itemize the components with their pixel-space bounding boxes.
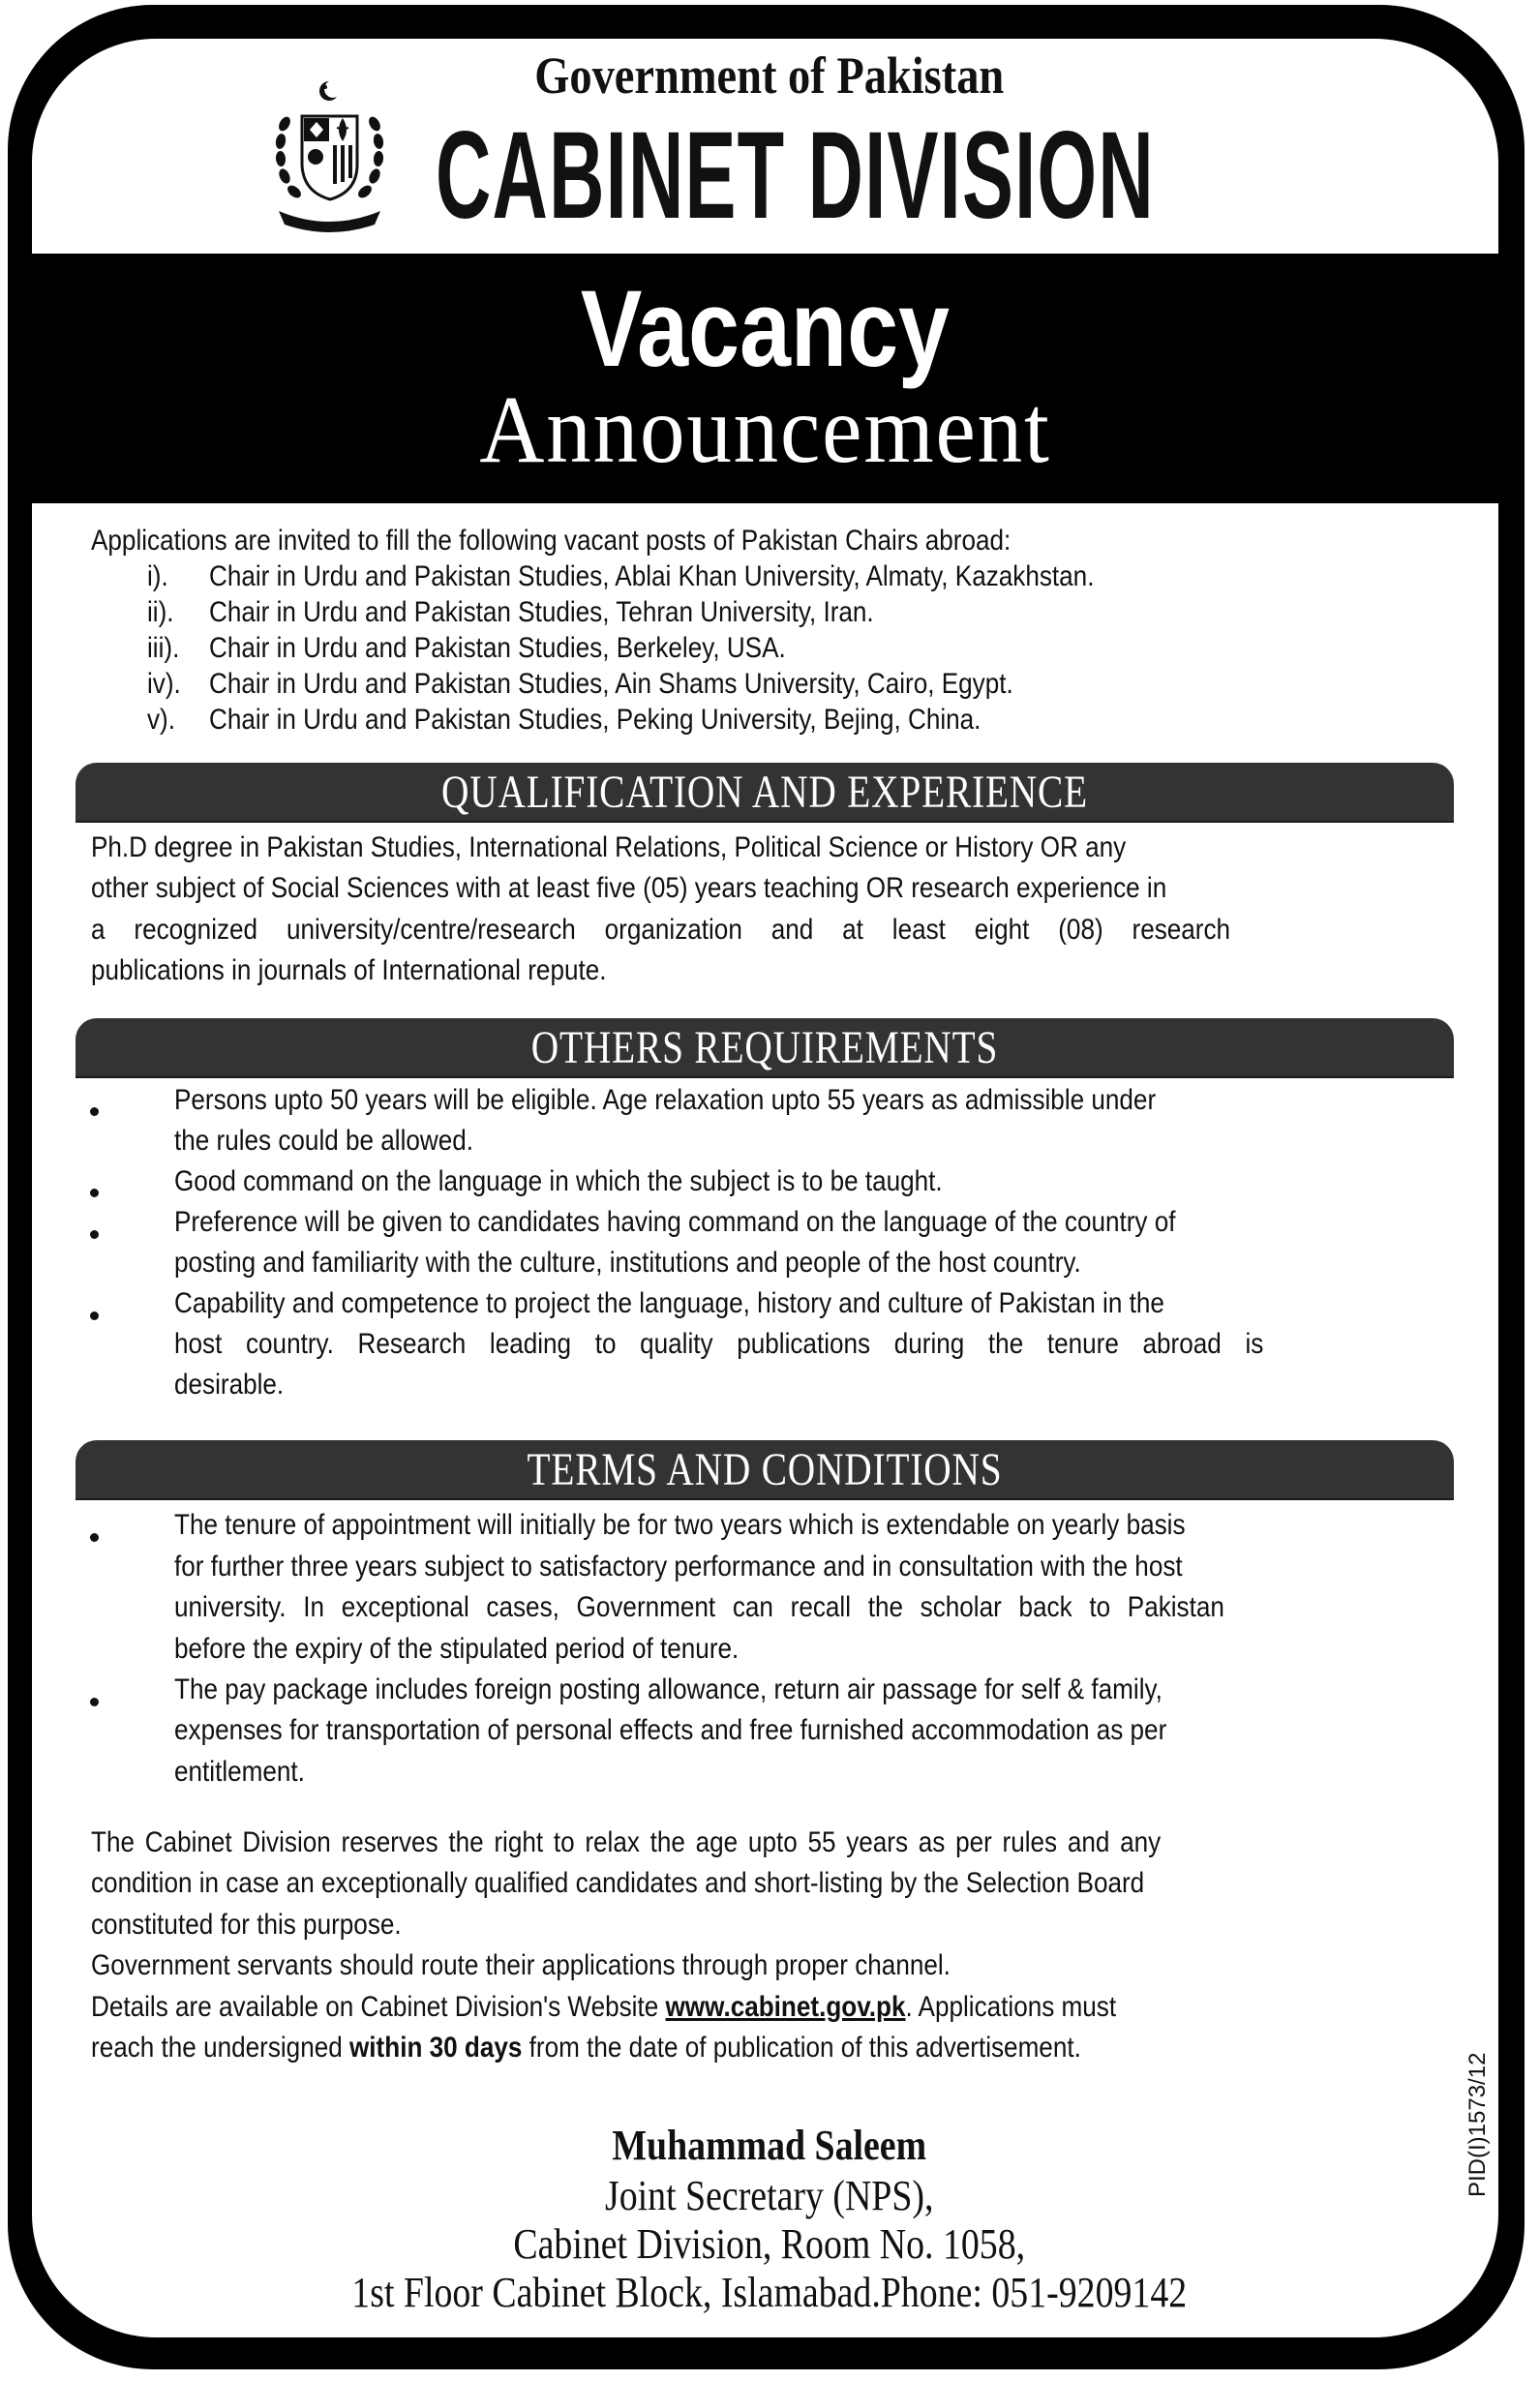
requirement-line: desirable. xyxy=(174,1369,285,1401)
section-header-terms xyxy=(75,1440,1454,1500)
terms-line: The pay package includes foreign posting allowance, return air passage for self & family, xyxy=(174,1673,1163,1705)
post-item: Chair in Urdu and Pakistan Studies, Ain Shams University, Cairo, Egypt. xyxy=(209,668,1013,700)
requirement-line: Preference will be given to candidates having command on the language of the country of xyxy=(174,1206,1176,1238)
details-prefix: Details are available on Cabinet Division's Website xyxy=(91,1991,659,2023)
section-header-qualification xyxy=(75,763,1454,823)
deadline-emphasis: within 30 days xyxy=(349,2032,523,2064)
website-link[interactable]: www.cabinet.gov.pk xyxy=(665,1991,906,2023)
signatory-title: Joint Secretary (NPS), xyxy=(605,2172,934,2219)
signatory-name: Muhammad Saleem xyxy=(612,2122,927,2169)
banner-title-announcement: Announcement xyxy=(479,376,1051,483)
section-title: OTHERS REQUIREMENTS xyxy=(530,1022,999,1073)
terms-line: The tenure of appointment will initially be for two years which is extendable on yearly basis xyxy=(174,1509,1186,1541)
qualification-line: a recognized university/centre/research organization and at least eight (08) research xyxy=(91,914,1231,946)
bullet-icon xyxy=(90,1230,99,1239)
bullet-icon xyxy=(90,1189,99,1197)
terms-line: for further three years subject to satisfactory performance and in consultation with the host xyxy=(174,1551,1183,1582)
closing-line: constituted for this purpose. xyxy=(91,1909,402,1941)
details-line xyxy=(91,1989,1269,2025)
closing-line: The Cabinet Division reserves the right to relax the age upto 55 years as per rules and any xyxy=(91,1826,1162,1858)
section-title: TERMS AND CONDITIONS xyxy=(527,1444,1003,1495)
deadline-prefix: reach the undersigned xyxy=(91,2032,343,2064)
banner-title-vacancy: Vacancy xyxy=(580,268,950,389)
government-title: Government of Pakistan xyxy=(534,46,1005,105)
terms-line: before the expiry of the stipulated period of tenure. xyxy=(174,1633,740,1665)
bullet-icon xyxy=(90,1533,99,1542)
bullet-icon xyxy=(90,1698,99,1706)
bullet-icon xyxy=(90,1311,99,1320)
terms-line: expenses for transportation of personal effects and free furnished accommodation as per xyxy=(174,1714,1167,1746)
signatory-office: Cabinet Division, Room No. 1058, xyxy=(513,2220,1026,2268)
requirement-line: host country. Research leading to quality publications during the tenure abroad is xyxy=(174,1328,1264,1360)
closing-line: condition in case an exceptionally qualified candidates and short-listing by the Selection Board xyxy=(91,1867,1145,1899)
terms-line: entitlement. xyxy=(174,1756,305,1788)
post-number: iii). xyxy=(147,632,180,664)
post-number: v). xyxy=(147,704,175,736)
bullet-icon xyxy=(90,1107,99,1116)
qualification-line: other subject of Social Sciences with at least five (05) years teaching OR research experience in xyxy=(91,872,1167,904)
qualification-line: Ph.D degree in Pakistan Studies, International Relations, Political Science or History OR any xyxy=(91,831,1127,863)
details-suffix: . Applications must xyxy=(905,1991,1117,2023)
qualification-line: publications in journals of International repute. xyxy=(91,954,607,986)
title-banner xyxy=(32,254,1498,503)
requirement-line: Persons upto 50 years will be eligible. Age relaxation upto 55 years as admissible under xyxy=(174,1084,1157,1116)
post-item: Chair in Urdu and Pakistan Studies, Berkeley, USA. xyxy=(209,632,786,664)
pid-reference: PID(I)1573/12 xyxy=(1465,2052,1491,2197)
post-item: Chair in Urdu and Pakistan Studies, Ablai Khan University, Almaty, Kazakhstan. xyxy=(209,560,1095,592)
post-number: i). xyxy=(147,560,168,592)
division-title: CABINET DIVISION xyxy=(436,106,1155,245)
section-title: QUALIFICATION AND EXPERIENCE xyxy=(440,767,1088,818)
deadline-suffix: from the date of publication of this advertisement. xyxy=(528,2032,1081,2064)
intro-text: Applications are invited to fill the following vacant posts of Pakistan Chairs abroad: xyxy=(91,525,1012,557)
requirement-line: posting and familiarity with the culture, institutions and people of the host country. xyxy=(174,1247,1081,1279)
post-item: Chair in Urdu and Pakistan Studies, Peking University, Bejing, China. xyxy=(209,704,981,736)
deadline-line xyxy=(91,2030,1229,2065)
closing-line: Government servants should route their applications through proper channel. xyxy=(91,1949,951,1981)
post-number: iv). xyxy=(147,668,181,700)
requirement-line: Capability and competence to project the language, history and culture of Pakistan in the xyxy=(174,1287,1164,1319)
post-item: Chair in Urdu and Pakistan Studies, Tehran University, Iran. xyxy=(209,596,874,628)
requirement-line: the rules could be allowed. xyxy=(174,1125,474,1157)
terms-line: university. In exceptional cases, Government can recall the scholar back to Pakistan xyxy=(174,1591,1224,1623)
signatory-address: 1st Floor Cabinet Block, Islamabad.Phone: 051-9209142 xyxy=(351,2269,1188,2316)
requirement-line: Good command on the language in which the subject is to be taught. xyxy=(174,1165,943,1197)
section-header-requirements xyxy=(75,1018,1454,1078)
post-number: ii). xyxy=(147,596,174,628)
